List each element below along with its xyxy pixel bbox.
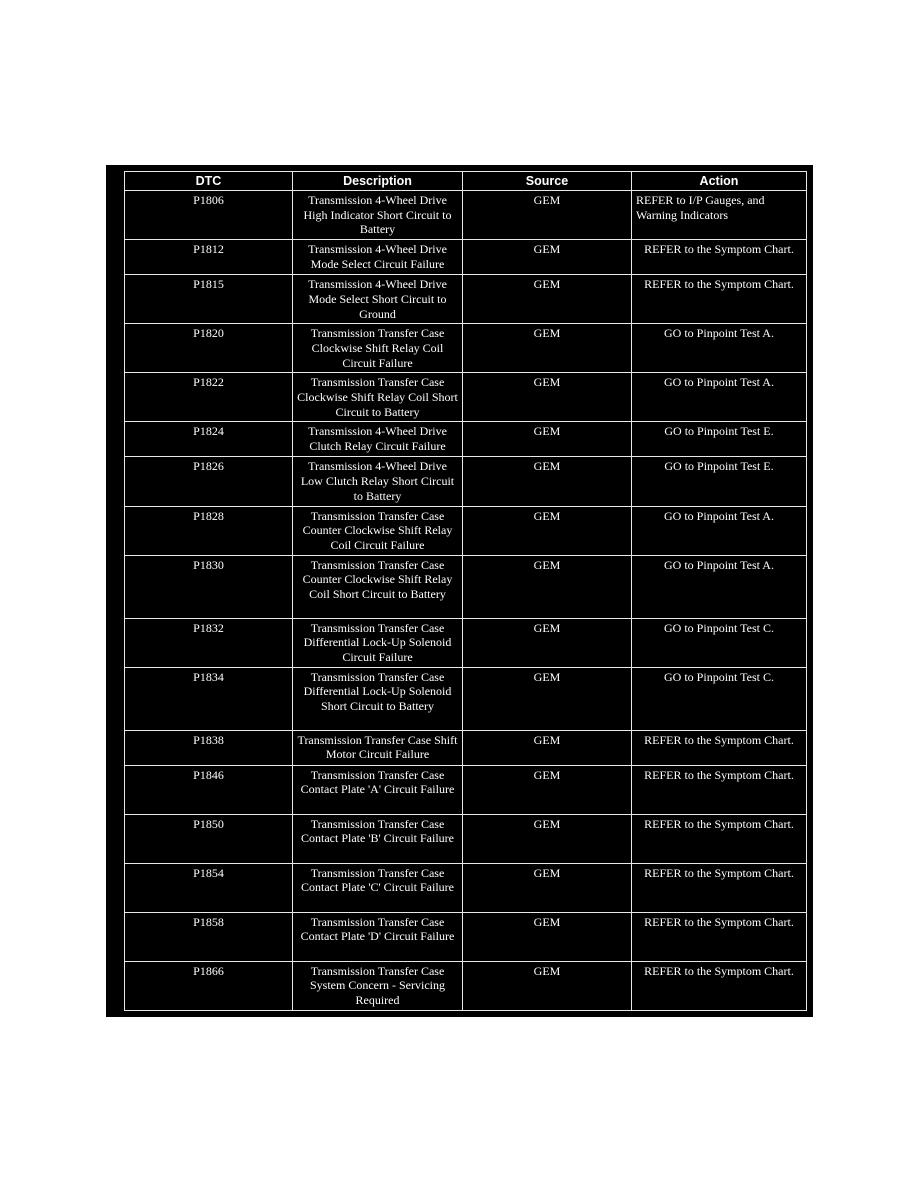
source-cell: GEM [463,730,632,765]
action-cell: REFER to I/P Gauges, and Warning Indicators [632,191,807,240]
description-cell: Transmission Transfer Case Contact Plate 'C' Circuit Failure [293,863,463,912]
source-cell: GEM [463,373,632,422]
source-cell: GEM [463,961,632,1010]
dtc-cell: P1846 [125,765,293,814]
table-row [125,912,807,961]
source-cell: GEM [463,422,632,457]
dtc-cell: P1822 [125,373,293,422]
dtc-cell: P1834 [125,667,293,730]
description-cell: Transmission Transfer Case Counter Clockwise Shift Relay Coil Short Circuit to Battery [293,555,463,618]
action-cell: GO to Pinpoint Test E. [632,422,807,457]
dtc-cell: P1826 [125,457,293,506]
description-cell: Transmission 4-Wheel Drive Mode Select Circuit Failure [293,240,463,275]
source-cell: GEM [463,863,632,912]
source-cell: GEM [463,240,632,275]
action-cell: GO to Pinpoint Test C. [632,667,807,730]
action-cell: GO to Pinpoint Test A. [632,324,807,373]
action-cell: REFER to the Symptom Chart. [632,275,807,324]
table-row [125,373,807,422]
dtc-table [124,171,807,1011]
source-cell: GEM [463,912,632,961]
action-cell: REFER to the Symptom Chart. [632,814,807,863]
table-row [125,555,807,618]
dtc-cell: P1828 [125,506,293,555]
dtc-cell: P1866 [125,961,293,1010]
source-cell: GEM [463,324,632,373]
source-cell: GEM [463,191,632,240]
dtc-cell: P1812 [125,240,293,275]
table-row [125,506,807,555]
source-cell: GEM [463,275,632,324]
source-cell: GEM [463,765,632,814]
description-cell: Transmission Transfer Case Contact Plate 'A' Circuit Failure [293,765,463,814]
dtc-cell: P1832 [125,618,293,667]
description-cell: Transmission Transfer Case Differential Lock-Up Solenoid Circuit Failure [293,618,463,667]
dtc-cell: P1838 [125,730,293,765]
header-description: Description [293,172,463,191]
table-row [125,667,807,730]
action-cell: REFER to the Symptom Chart. [632,240,807,275]
action-cell: REFER to the Symptom Chart. [632,730,807,765]
description-cell: Transmission 4-Wheel Drive High Indicator Short Circuit to Battery [293,191,463,240]
action-cell: REFER to the Symptom Chart. [632,961,807,1010]
action-cell: REFER to the Symptom Chart. [632,765,807,814]
action-cell: GO to Pinpoint Test C. [632,618,807,667]
action-cell: GO to Pinpoint Test A. [632,506,807,555]
description-cell: Transmission Transfer Case Clockwise Shift Relay Coil Circuit Failure [293,324,463,373]
dtc-cell: P1858 [125,912,293,961]
table-row [125,422,807,457]
header-dtc: DTC [125,172,293,191]
description-cell: Transmission Transfer Case Differential Lock-Up Solenoid Short Circuit to Battery [293,667,463,730]
dtc-table-panel [106,165,813,1017]
description-cell: Transmission Transfer Case Shift Motor Circuit Failure [293,730,463,765]
description-cell: Transmission 4-Wheel Drive Low Clutch Relay Short Circuit to Battery [293,457,463,506]
table-row [125,457,807,506]
source-cell: GEM [463,555,632,618]
action-cell: REFER to the Symptom Chart. [632,912,807,961]
table-row [125,191,807,240]
table-row [125,863,807,912]
source-cell: GEM [463,618,632,667]
description-cell: Transmission Transfer Case Contact Plate 'B' Circuit Failure [293,814,463,863]
dtc-cell: P1854 [125,863,293,912]
description-cell: Transmission Transfer Case Contact Plate 'D' Circuit Failure [293,912,463,961]
dtc-cell: P1850 [125,814,293,863]
source-cell: GEM [463,506,632,555]
action-cell: GO to Pinpoint Test A. [632,373,807,422]
dtc-cell: P1830 [125,555,293,618]
table-row [125,240,807,275]
table-row [125,814,807,863]
description-cell: Transmission 4-Wheel Drive Clutch Relay Circuit Failure [293,422,463,457]
header-action: Action [632,172,807,191]
table-row [125,618,807,667]
table-row [125,275,807,324]
table-row [125,765,807,814]
dtc-cell: P1820 [125,324,293,373]
action-cell: REFER to the Symptom Chart. [632,863,807,912]
table-row [125,324,807,373]
dtc-cell: P1806 [125,191,293,240]
source-cell: GEM [463,814,632,863]
dtc-cell: P1815 [125,275,293,324]
table-body [125,191,807,1011]
table-row [125,961,807,1010]
dtc-cell: P1824 [125,422,293,457]
table-header-row [125,172,807,191]
description-cell: Transmission Transfer Case Clockwise Shift Relay Coil Short Circuit to Battery [293,373,463,422]
action-cell: GO to Pinpoint Test A. [632,555,807,618]
description-cell: Transmission Transfer Case Counter Clockwise Shift Relay Coil Circuit Failure [293,506,463,555]
description-cell: Transmission Transfer Case System Concern - Servicing Required [293,961,463,1010]
source-cell: GEM [463,457,632,506]
action-cell: GO to Pinpoint Test E. [632,457,807,506]
header-source: Source [463,172,632,191]
description-cell: Transmission 4-Wheel Drive Mode Select Short Circuit to Ground [293,275,463,324]
table-row [125,730,807,765]
source-cell: GEM [463,667,632,730]
